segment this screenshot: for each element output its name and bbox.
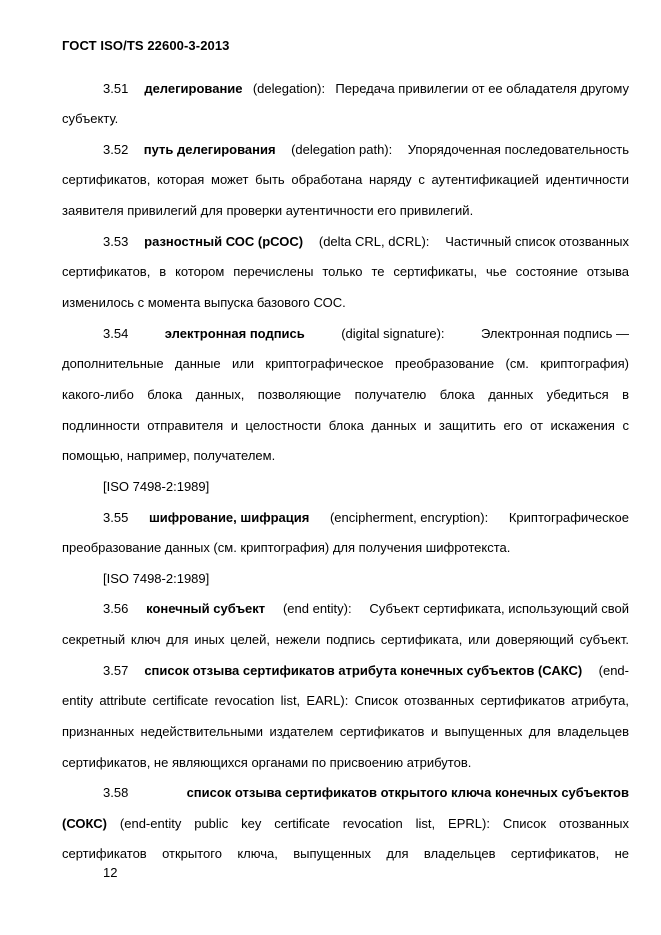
- entry-term-en: (delegation path):: [291, 142, 393, 157]
- entry-line: изменилось с момента выпуска базового СОС.: [62, 295, 346, 310]
- entry-line: сертификатов, которая может быть обработана наряду с аутентификацией идентичности: [62, 172, 629, 187]
- entry-3-55-first-line: [103, 510, 629, 526]
- entry-number: 3.52: [103, 142, 129, 157]
- entry-3-57-first-line: [103, 663, 629, 679]
- entry-line: помощью, например, получателем.: [62, 448, 276, 463]
- entry-term-abbrev: (СОКС): [62, 816, 107, 831]
- entry-definition: Субъект сертификата, использующий свой: [369, 601, 629, 616]
- entry-term: список отзыва сертификатов атрибута конечных субъектов (САКС): [144, 663, 583, 678]
- entry-line: сертификатов, не являющихся органами по присвоению атрибутов.: [62, 755, 472, 770]
- entry-term-en: (encipherment, encryption):: [329, 510, 489, 525]
- entry-line: заявителя привилегий для проверки аутентичности его привилегий.: [62, 203, 474, 218]
- entry-definition: Частичный список отозванных: [445, 234, 629, 249]
- page-number: 12: [103, 865, 118, 880]
- entry-3-58-first-line: [103, 785, 629, 801]
- entry-3-54-first-line: [103, 326, 629, 342]
- entry-3-51-first-line: [103, 81, 629, 97]
- entry-term-en: (delegation):: [252, 81, 326, 96]
- entry-number: 3.53: [103, 234, 129, 249]
- entry-term-en: (end-: [598, 663, 629, 678]
- entry-line: признанных недействительными издателем сертификатов и выпущенных для владельцев: [62, 724, 629, 739]
- entry-line: преобразование данных (см. криптография) для получения шифротекста.: [62, 540, 511, 555]
- entry-line: [62, 816, 629, 832]
- entry-term-en: (end entity):: [282, 601, 352, 616]
- entry-number: 3.58: [103, 785, 129, 800]
- entry-3-53-first-line: [103, 234, 629, 250]
- entry-term: путь делегирования: [143, 142, 276, 157]
- entry-number: 3.51: [103, 81, 129, 96]
- entry-line: секретный ключ для иных целей, нежели подпись сертификата, или доверяющий субъект.: [62, 632, 629, 647]
- entry-line: какого-либо блока данных, позволяющие получателю блока данных убедиться в: [62, 387, 629, 402]
- entry-line: сертификатов открытого ключа, выпущенных для владельцев сертификатов, не: [62, 846, 629, 861]
- entry-line: дополнительные данные или криптографическое преобразование (см. криптография): [62, 356, 629, 371]
- entry-number: 3.55: [103, 510, 129, 525]
- entry-3-52-first-line: [103, 142, 629, 158]
- entry-line: субъекту.: [62, 111, 119, 126]
- entry-3-56-first-line: [103, 601, 629, 617]
- entry-term: список отзыва сертификатов открытого ключа конечных субъектов: [186, 785, 629, 800]
- entry-number: 3.57: [103, 663, 129, 678]
- entry-term: электронная подпись: [164, 326, 305, 341]
- entry-term: разностный СОС (рСОС): [144, 234, 304, 249]
- entry-reference: [ISO 7498-2:1989]: [103, 571, 210, 586]
- entry-line: entity attribute certificate revocation list, EARL): Список отозванных сертификатов атрибута,: [62, 693, 629, 708]
- entry-number: 3.54: [103, 326, 129, 341]
- entry-line: подлинности отправителя и целостности блока данных и защитить его от искажения с: [62, 418, 629, 433]
- entry-term: шифрование, шифрация: [148, 510, 310, 525]
- entry-term: конечный субъект: [146, 601, 266, 616]
- entry-definition: Криптографическое: [508, 510, 629, 525]
- entry-line: сертификатов, в котором перечислены только те сертификаты, чье состояние отзыва: [62, 264, 629, 279]
- entry-term-en: (delta CRL, dCRL):: [318, 234, 430, 249]
- entry-line-text: (end-entity public key certificate revocation list, EPRL): Список отозванных: [107, 816, 629, 831]
- document-header: ГОСТ ISO/TS 22600-3-2013: [62, 38, 230, 53]
- entry-number: 3.56: [103, 601, 129, 616]
- entry-term: делегирование: [144, 81, 243, 96]
- entry-reference: [ISO 7498-2:1989]: [103, 479, 210, 494]
- entry-definition: Упорядоченная последовательность: [407, 142, 629, 157]
- entry-definition: Передача привилегии от ее обладателя другому: [335, 81, 629, 96]
- entry-definition: Электронная подпись —: [481, 326, 629, 341]
- entry-term-en: (digital signature):: [341, 326, 445, 341]
